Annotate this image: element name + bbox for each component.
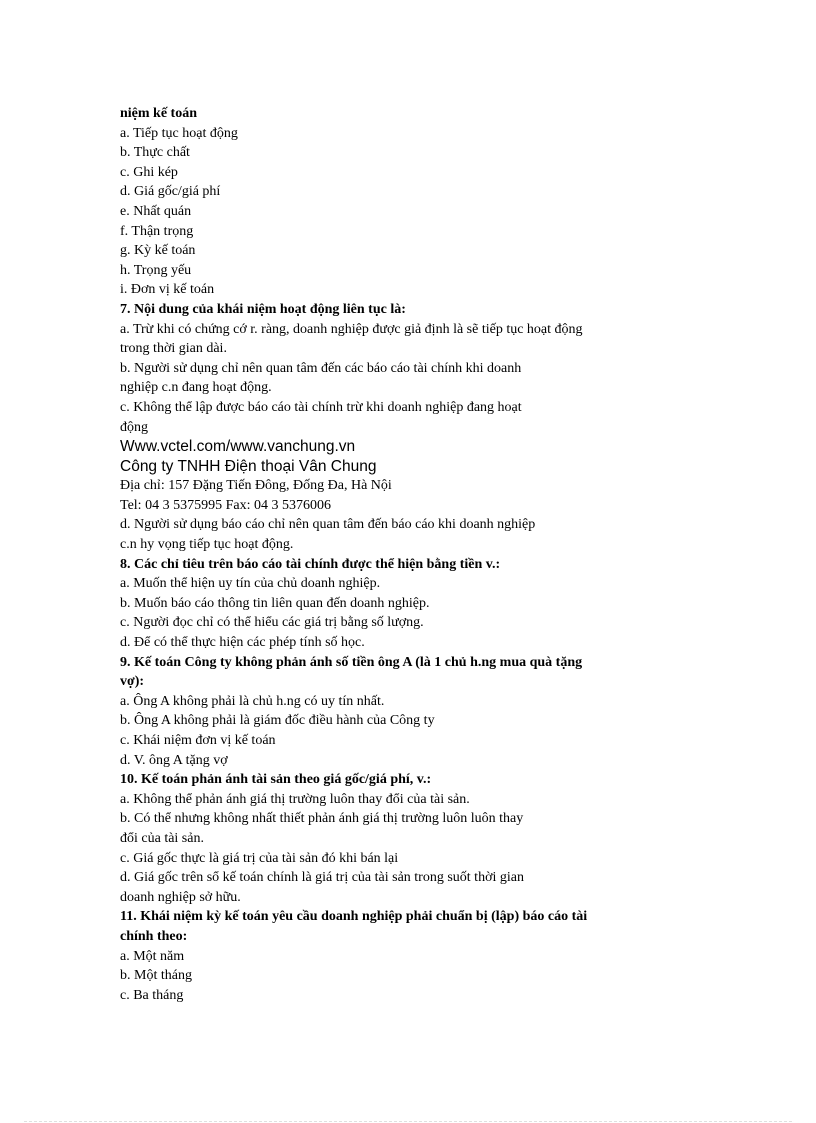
question-9-cont: vợ): xyxy=(120,674,145,690)
company-address: Địa chỉ: 157 Đặng Tiến Đông, Đống Đa, Hà Nội xyxy=(120,478,392,494)
option-line: c.n hy vọng tiếp tục hoạt động. xyxy=(120,537,294,553)
question-8: 8. Các chỉ tiêu trên báo cáo tài chính được thể hiện bằng tiền v.: xyxy=(120,556,501,572)
option-line: d. Để có thể thực hiện các phép tính số học. xyxy=(120,635,365,651)
option-line: c. Ghi kép xyxy=(120,164,178,180)
option-line: g. Kỳ kế toán xyxy=(120,243,196,259)
option-line: f. Thận trọng xyxy=(120,223,194,239)
option-line: a. Ông A không phải là chủ h.ng có uy tín nhất. xyxy=(120,693,385,709)
option-line: động xyxy=(120,419,148,435)
option-line: trong thời gian dài. xyxy=(120,341,227,357)
option-line: doanh nghiệp sở hữu. xyxy=(120,889,241,905)
question-9: 9. Kế toán Công ty không phản ánh số tiền ông A (là 1 chủ h.ng mua quà tặng xyxy=(120,654,583,670)
option-line: b. Ông A không phải là giám đốc điều hành của Công ty xyxy=(120,713,435,729)
option-line: a. Trừ khi có chứng cớ r. ràng, doanh nghiệp được giả định là sẽ tiếp tục hoạt động xyxy=(120,321,583,337)
option-line: i. Đơn vị kế toán xyxy=(120,282,215,298)
company-name: Công ty TNHH Điện thoại Vân Chung xyxy=(120,457,377,475)
question-10: 10. Kế toán phản ánh tài sản theo giá gốc/giá phí, v.: xyxy=(120,772,432,788)
option-line: a. Muốn thể hiện uy tín của chủ doanh nghiệp. xyxy=(120,576,381,592)
option-line: d. Giá gốc trên sổ kế toán chính là giá trị của tài sản trong suốt thời gian xyxy=(120,870,524,886)
option-line: d. V. ông A tặng vợ xyxy=(120,752,228,768)
company-contact: Tel: 04 3 5375995 Fax: 04 3 5376006 xyxy=(120,497,331,513)
option-line: b. Một tháng xyxy=(120,968,192,984)
option-line: nghiệp c.n đang hoạt động. xyxy=(120,380,272,396)
question-11-cont: chính theo: xyxy=(120,928,188,944)
option-line: đổi của tài sản. xyxy=(120,830,204,846)
option-line: c. Không thể lập được báo cáo tài chính trừ khi doanh nghiệp đang hoạt xyxy=(120,399,522,415)
option-line: d. Người sử dụng báo cáo chỉ nên quan tâm đến báo cáo khi doanh nghiệp xyxy=(120,517,536,533)
option-line: a. Một năm xyxy=(120,948,185,964)
option-line: a. Tiếp tục hoạt động xyxy=(120,125,238,141)
document-page xyxy=(120,104,680,1005)
option-line: b. Có thể nhưng không nhất thiết phản ánh giá thị trường luôn luôn thay xyxy=(120,811,524,827)
heading-line: niệm kế toán xyxy=(120,106,197,121)
option-line: b. Thực chất xyxy=(120,145,190,161)
page-bottom-rule xyxy=(24,1121,792,1122)
website-link: Www.vctel.com/www.vanchung.vn xyxy=(120,438,356,456)
option-line: c. Ba tháng xyxy=(120,987,184,1003)
question-11: 11. Khái niệm kỳ kế toán yêu cầu doanh nghiệp phải chuẩn bị (lập) báo cáo tài xyxy=(120,909,588,925)
option-line: h. Trọng yếu xyxy=(120,262,192,278)
option-line: d. Giá gốc/giá phí xyxy=(120,184,221,200)
option-line: a. Không thể phản ánh giá thị trường luôn thay đổi của tài sản. xyxy=(120,791,470,807)
option-line: c. Người đọc chỉ có thể hiểu các giá trị bằng số lượng. xyxy=(120,615,424,631)
option-line: c. Giá gốc thực là giá trị của tài sản đó khi bán lại xyxy=(120,850,399,866)
option-line: c. Khái niệm đơn vị kế toán xyxy=(120,733,276,748)
question-7: 7. Nội dung của khái niệm hoạt động liên tục là: xyxy=(120,301,406,317)
option-line: b. Muốn báo cáo thông tin liên quan đến doanh nghiệp. xyxy=(120,595,430,611)
option-line: b. Người sử dụng chỉ nên quan tâm đến các báo cáo tài chính khi doanh xyxy=(120,360,522,376)
option-line: e. Nhất quán xyxy=(120,203,192,219)
